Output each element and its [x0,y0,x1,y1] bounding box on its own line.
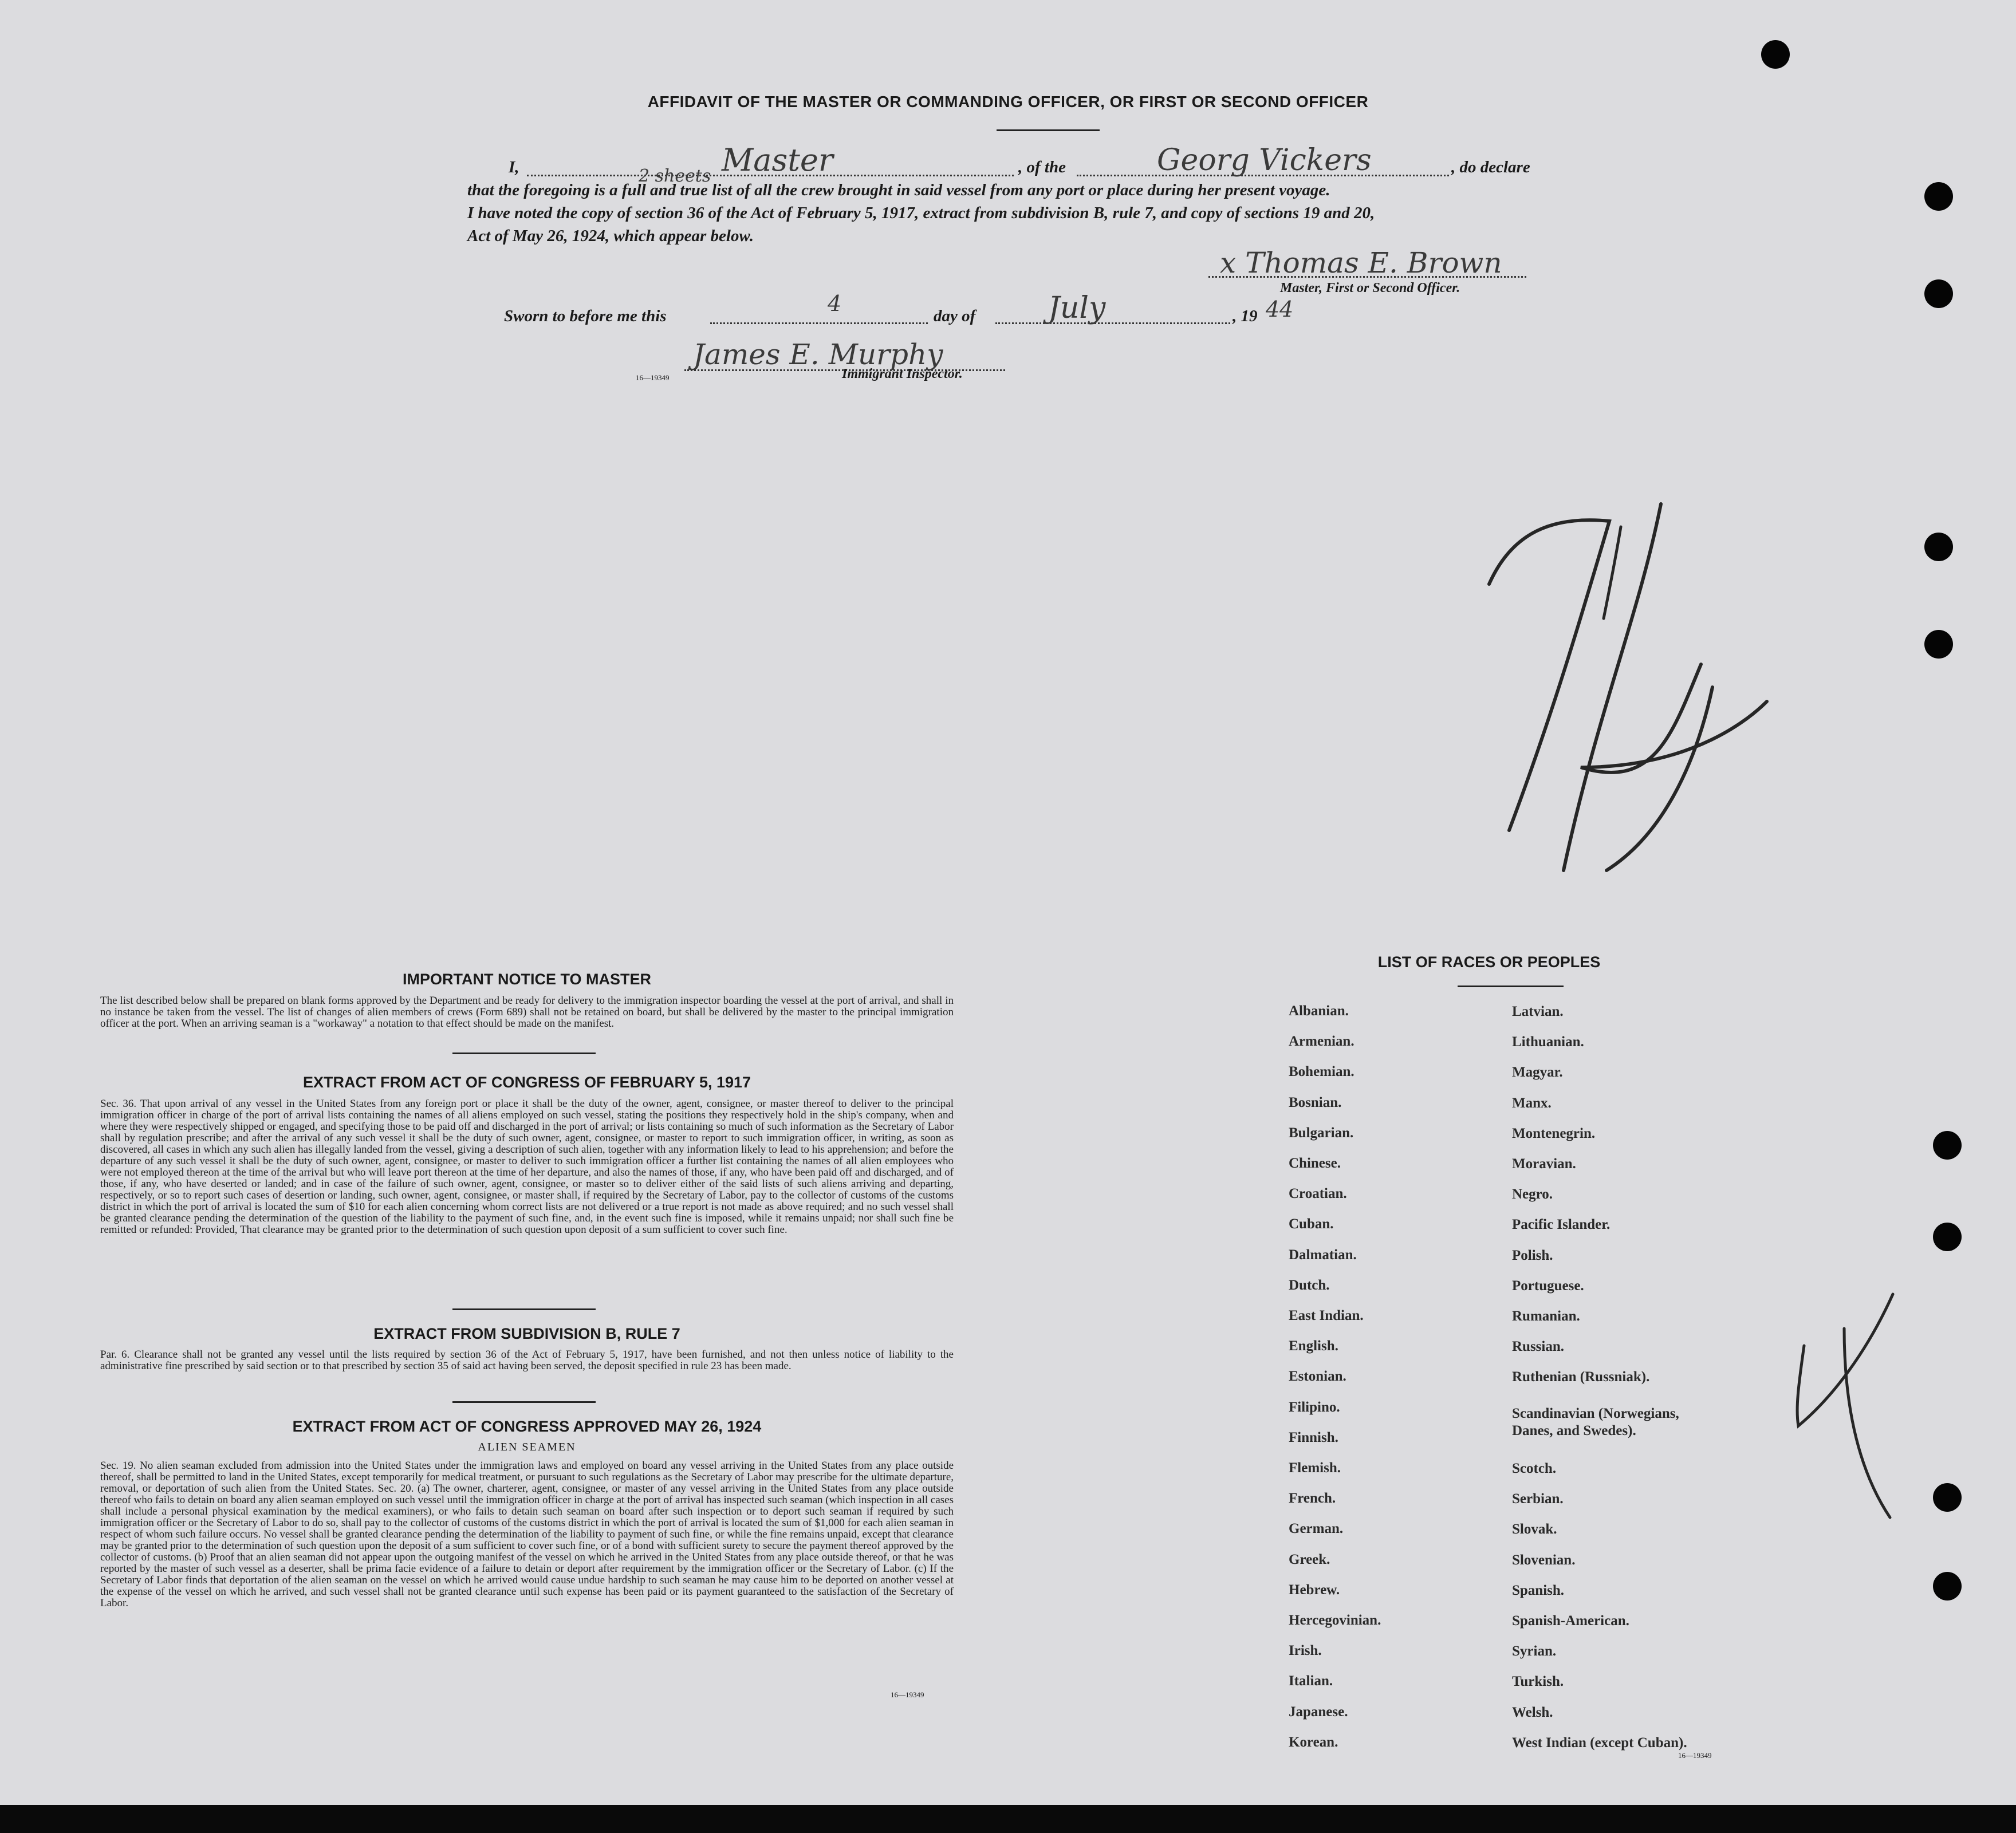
races-heading: LIST OF RACES OR PEOPLES [1377,953,1601,971]
race-item-right: Scandinavian (Norwegians, Danes, and Swedes). [1512,1405,1679,1438]
race-item-left: German. [1289,1521,1344,1537]
race-item-right: Rumanian. [1512,1308,1580,1324]
race-item-right: Scotch. [1512,1461,1557,1476]
extract-1917-text: Sec. 36. That upon arrival of any vessel in the United States from any foreign port or place it shall be the duty of the owner, agent, consignee, or master thereof to deliver to the principal immigration officer in charge of the port of arrival lists containing the names of all aliens employed on such vessel, stating the positions they respectively hold in the ship's company, when and where they were respectively shipped or engaged, and specifying those to be paid off and discharged in the port of arrival; or lists containing so much of such information as the Secretary of Labor shall by regulation prescribe; and after the arrival of any such vessel it shall be the duty of such owner, agent, consignee, or master to report to such immigration officer, in writing, as soon as discovered, all cases in which any such alien has illegally landed from the vessel, giving a description of such alien, together with any information likely to lead to his apprehension; and before the departure of any such vessel it shall be the duty of such owner, agent, consignee, or master to deliver to such immigration officer a further list containing the names of all alien employees who were not employed thereon at the time of the arrival but who will leave port thereon at the time of her departure, and also the names of those, if any, who have been paid off and discharged, and of those, if any, who have deserted or landed; and in case of the failure of such owner, agent, consignee, or master so to deliver either of the said lists of such aliens arriving and departing, respectively, or so to report such cases of desertion or landing, such owner, agent, consignee, or master shall, if required by the Secretary of Labor, pay to the collector of customs of the customs district in which the port of arrival is located the sum of $10 for each alien concerning whom correct lists are not delivered or a true report is not made as above required; and no such vessel shall be granted clearance pending the determination of the question of the liability to the payment of such fine, and, in the event such fine is imposed, while it remains unpaid; nor shall such fine be remitted or refunded: Provided, That clearance may be granted prior to the determination of such question upon deposit of a sum sufficient to cover such fine. [100,1098,954,1236]
race-item-left: East Indian. [1289,1308,1364,1323]
race-item-left: Chinese. [1289,1156,1341,1171]
race-item-left: Japanese. [1289,1704,1348,1720]
race-item-left: Filipino. [1289,1399,1340,1415]
form-number: 16—19349 [636,373,670,382]
handwritten-vessel: Georg Vickers [1157,143,1372,178]
inspector-signature: James E. Murphy [693,338,943,371]
punch-hole [1933,1131,1962,1160]
punch-hole [1924,182,1953,211]
form-number-races: 16—19349 [1678,1751,1712,1760]
affidavit-i-label: I, [509,158,519,176]
race-item-left: Bohemian. [1289,1064,1354,1080]
race-item-right: Latvian. [1512,1004,1564,1019]
race-item-right: Montenegrin. [1512,1125,1596,1141]
master-signature: x Thomas E. Brown [1220,246,1502,279]
race-item-left: Irish. [1289,1643,1322,1659]
punch-hole [1924,630,1953,659]
notice-text: The list described below shall be prepared on blank forms approved by the Department and be ready for delivery to the immigration inspector boarding the vessel at the port of arrival, and shall in no instance be taken from the vessel. The list of changes of alien members of crews (Form 689) shall not be retained on board, but shall be delivered by the master to the principal immigration officer at the port. When an arriving seaman is a "workaway" a notation to that effect should be made on the manifest. [100,995,954,1030]
alien-seamen-subheading: ALIEN SEAMEN [478,1441,576,1453]
race-item-left: English. [1289,1338,1338,1354]
race-item-right: Lithuanian. [1512,1034,1584,1050]
handwritten-year: 44 [1266,297,1294,322]
handwritten-day: 4 [828,291,842,316]
race-item-right: Magyar. [1512,1065,1563,1081]
handwritten-month: July [1048,291,1106,325]
race-item-left: Dalmatian. [1289,1247,1357,1263]
race-item-left: Bulgarian. [1289,1125,1354,1141]
title-divider [997,129,1100,131]
form-number-bottom: 16—19349 [891,1690,924,1699]
race-item-right: Ruthenian (Russniak). [1512,1369,1650,1385]
race-item-left: Korean. [1289,1734,1338,1750]
race-item-left: Hercegovinian. [1289,1613,1381,1628]
sworn-day-line [710,322,928,324]
race-item-right: West Indian (except Cuban). [1512,1735,1687,1751]
race-item-right: Syrian. [1512,1643,1557,1659]
race-item-left: Cuban. [1289,1216,1334,1232]
handwritten-rank: Master [722,142,833,178]
subdivision-b-text: Par. 6. Clearance shall not be granted any vessel until the lists required by section 36 of the Act of February 5, 1917, have been furnished, and not then unless notice of liability to the administrative fine prescribed by said section or to that prescribed by section 35 of said act having been served, the deposit specified in rule 23 has been made. [100,1349,954,1372]
race-item-right: Slovak. [1512,1521,1557,1538]
affidavit-title: AFFIDAVIT OF THE MASTER OR COMMANDING OFFICER, OR FIRST OR SECOND OFFICER [647,93,1369,111]
master-signature-caption: Master, First or Second Officer. [1280,281,1460,295]
race-item-right: Slovenian. [1512,1552,1576,1568]
handwritten-mark-4 [1787,1283,1901,1523]
race-item-left: Armenian. [1289,1034,1354,1050]
race-item-left: Estonian. [1289,1369,1346,1385]
race-item-left: French. [1289,1491,1336,1507]
sworn-label: Sworn to before me this [504,307,667,325]
races-divider [1458,986,1564,987]
race-item-left: Finnish. [1289,1429,1338,1445]
divider [452,1053,596,1054]
punch-hole [1933,1223,1962,1251]
race-item-right: Manx. [1512,1095,1552,1111]
race-item-left: Croatian. [1289,1186,1347,1202]
punch-hole [1924,533,1953,561]
punch-hole [1924,279,1953,308]
affidavit-line-2: that the foregoing is a full and true list of all the crew brought in said vessel from any port or place during her present voyage. [467,181,1330,199]
affidavit-do-declare: , do declare [1451,158,1530,176]
handwritten-mark-7-4 [1466,447,1787,882]
divider [452,1401,596,1403]
race-item-right: Spanish. [1512,1582,1565,1598]
race-item-left: Hebrew. [1289,1582,1340,1598]
extract-1924-heading: EXTRACT FROM ACT OF CONGRESS APPROVED MAY 26, 1924 [292,1418,762,1435]
affidavit-line-4: Act of May 26, 1924, which appear below. [467,227,754,245]
race-item-left: Flemish. [1289,1460,1341,1476]
punch-hole [1761,40,1790,69]
affidavit-of-the: , of the [1018,158,1066,176]
inspector-caption: Immigrant Inspector. [842,366,963,381]
extract-1924-text: Sec. 19. No alien seaman excluded from admission into the United States under the immigration laws and employed on board any vessel arriving in the United States from any place outside thereof, shall be permitted to land in the United States, except temporarily for medical treatment, or pursuant to such regulations as the Secretary of Labor may prescribe for the ultimate departure, removal, or deportation of such alien from the United States. Sec. 20. (a) The owner, charterer, agent, consignee, or master of any vessel arriving in the United States from any place outside thereof who fails to detain on board any alien seaman employed on such vessel until the immigration officer in charge at the port of arrival has inspected such seaman (which inspection in all cases shall include a personal physical examination by the medical examiners), or who fails to detain such seaman on board after such inspection or to deport such seaman if required by such immigration officer or the Secretary of Labor to do so, shall pay to the collector of customs of the customs district in which the port of arrival is located the sum of $1,000 for each alien seaman in respect of whom such failure occurs. No vessel shall be granted clearance pending the determination of the liability to payment of such fine, or while the fine remains unpaid, except that clearance may be granted prior to the determination of such question upon the deposit of a sum sufficient to cover such fine, or of a bond with sufficient surety to secure the payment thereof approved by the collector of customs. (b) Proof that an alien seaman did not appear upon the outgoing manifest of the vessel on which he arrived in the United States from any place outside thereof, or that he was reported by the master of such vessel as a deserter, shall be prima facie evidence of a failure to detain or deport after requirement by the immigration officer or the Secretary of Labor. (c) If the Secretary of Labor finds that deportation of the alien seaman on the vessel on which he arrived would cause undue hardship to such seaman he may cause him to be deported on another vessel at the expense of the vessel on which he arrived, and such vessel shall not be granted clearance until such expense has been paid or its payment guaranteed to the satisfaction of the Secretary of Labor. [100,1460,954,1609]
handwritten-sheets: 2 sheets [639,166,711,186]
race-item-right: Pacific Islander. [1512,1217,1611,1233]
sworn-year-prefix: , 19 [1233,307,1258,325]
race-item-right: Polish. [1512,1247,1553,1263]
race-item-left: Bosnian. [1289,1094,1342,1110]
subdivision-b-heading: EXTRACT FROM SUBDIVISION B, RULE 7 [373,1325,680,1342]
race-item-left: Greek. [1289,1551,1330,1567]
race-item-right: Russian. [1512,1339,1565,1355]
punch-hole [1933,1483,1962,1512]
divider [452,1308,596,1310]
signature-line [1208,276,1526,278]
affidavit-line-3: I have noted the copy of section 36 of the Act of February 5, 1917, extract from subdivision B, rule 7, and copy of sections 19 and 20, [467,204,1375,222]
notice-heading: IMPORTANT NOTICE TO MASTER [403,971,651,988]
race-item-right: Moravian. [1512,1156,1576,1172]
sworn-day-of: day of [934,307,976,325]
race-item-right: Turkish. [1512,1674,1564,1690]
race-item-right: Portuguese. [1512,1278,1584,1294]
race-item-right: Welsh. [1512,1704,1553,1720]
race-item-right: Negro. [1512,1186,1553,1203]
race-item-right: Serbian. [1512,1491,1564,1507]
race-item-left: Dutch. [1289,1277,1330,1293]
race-item-left: Italian. [1289,1673,1333,1689]
race-item-right: Spanish-American. [1512,1613,1629,1629]
sworn-month-line [995,322,1230,324]
race-item-left: Albanian. [1289,1003,1349,1019]
extract-1917-heading: EXTRACT FROM ACT OF CONGRESS OF FEBRUARY 5, 1917 [302,1074,751,1091]
punch-hole [1933,1572,1962,1601]
